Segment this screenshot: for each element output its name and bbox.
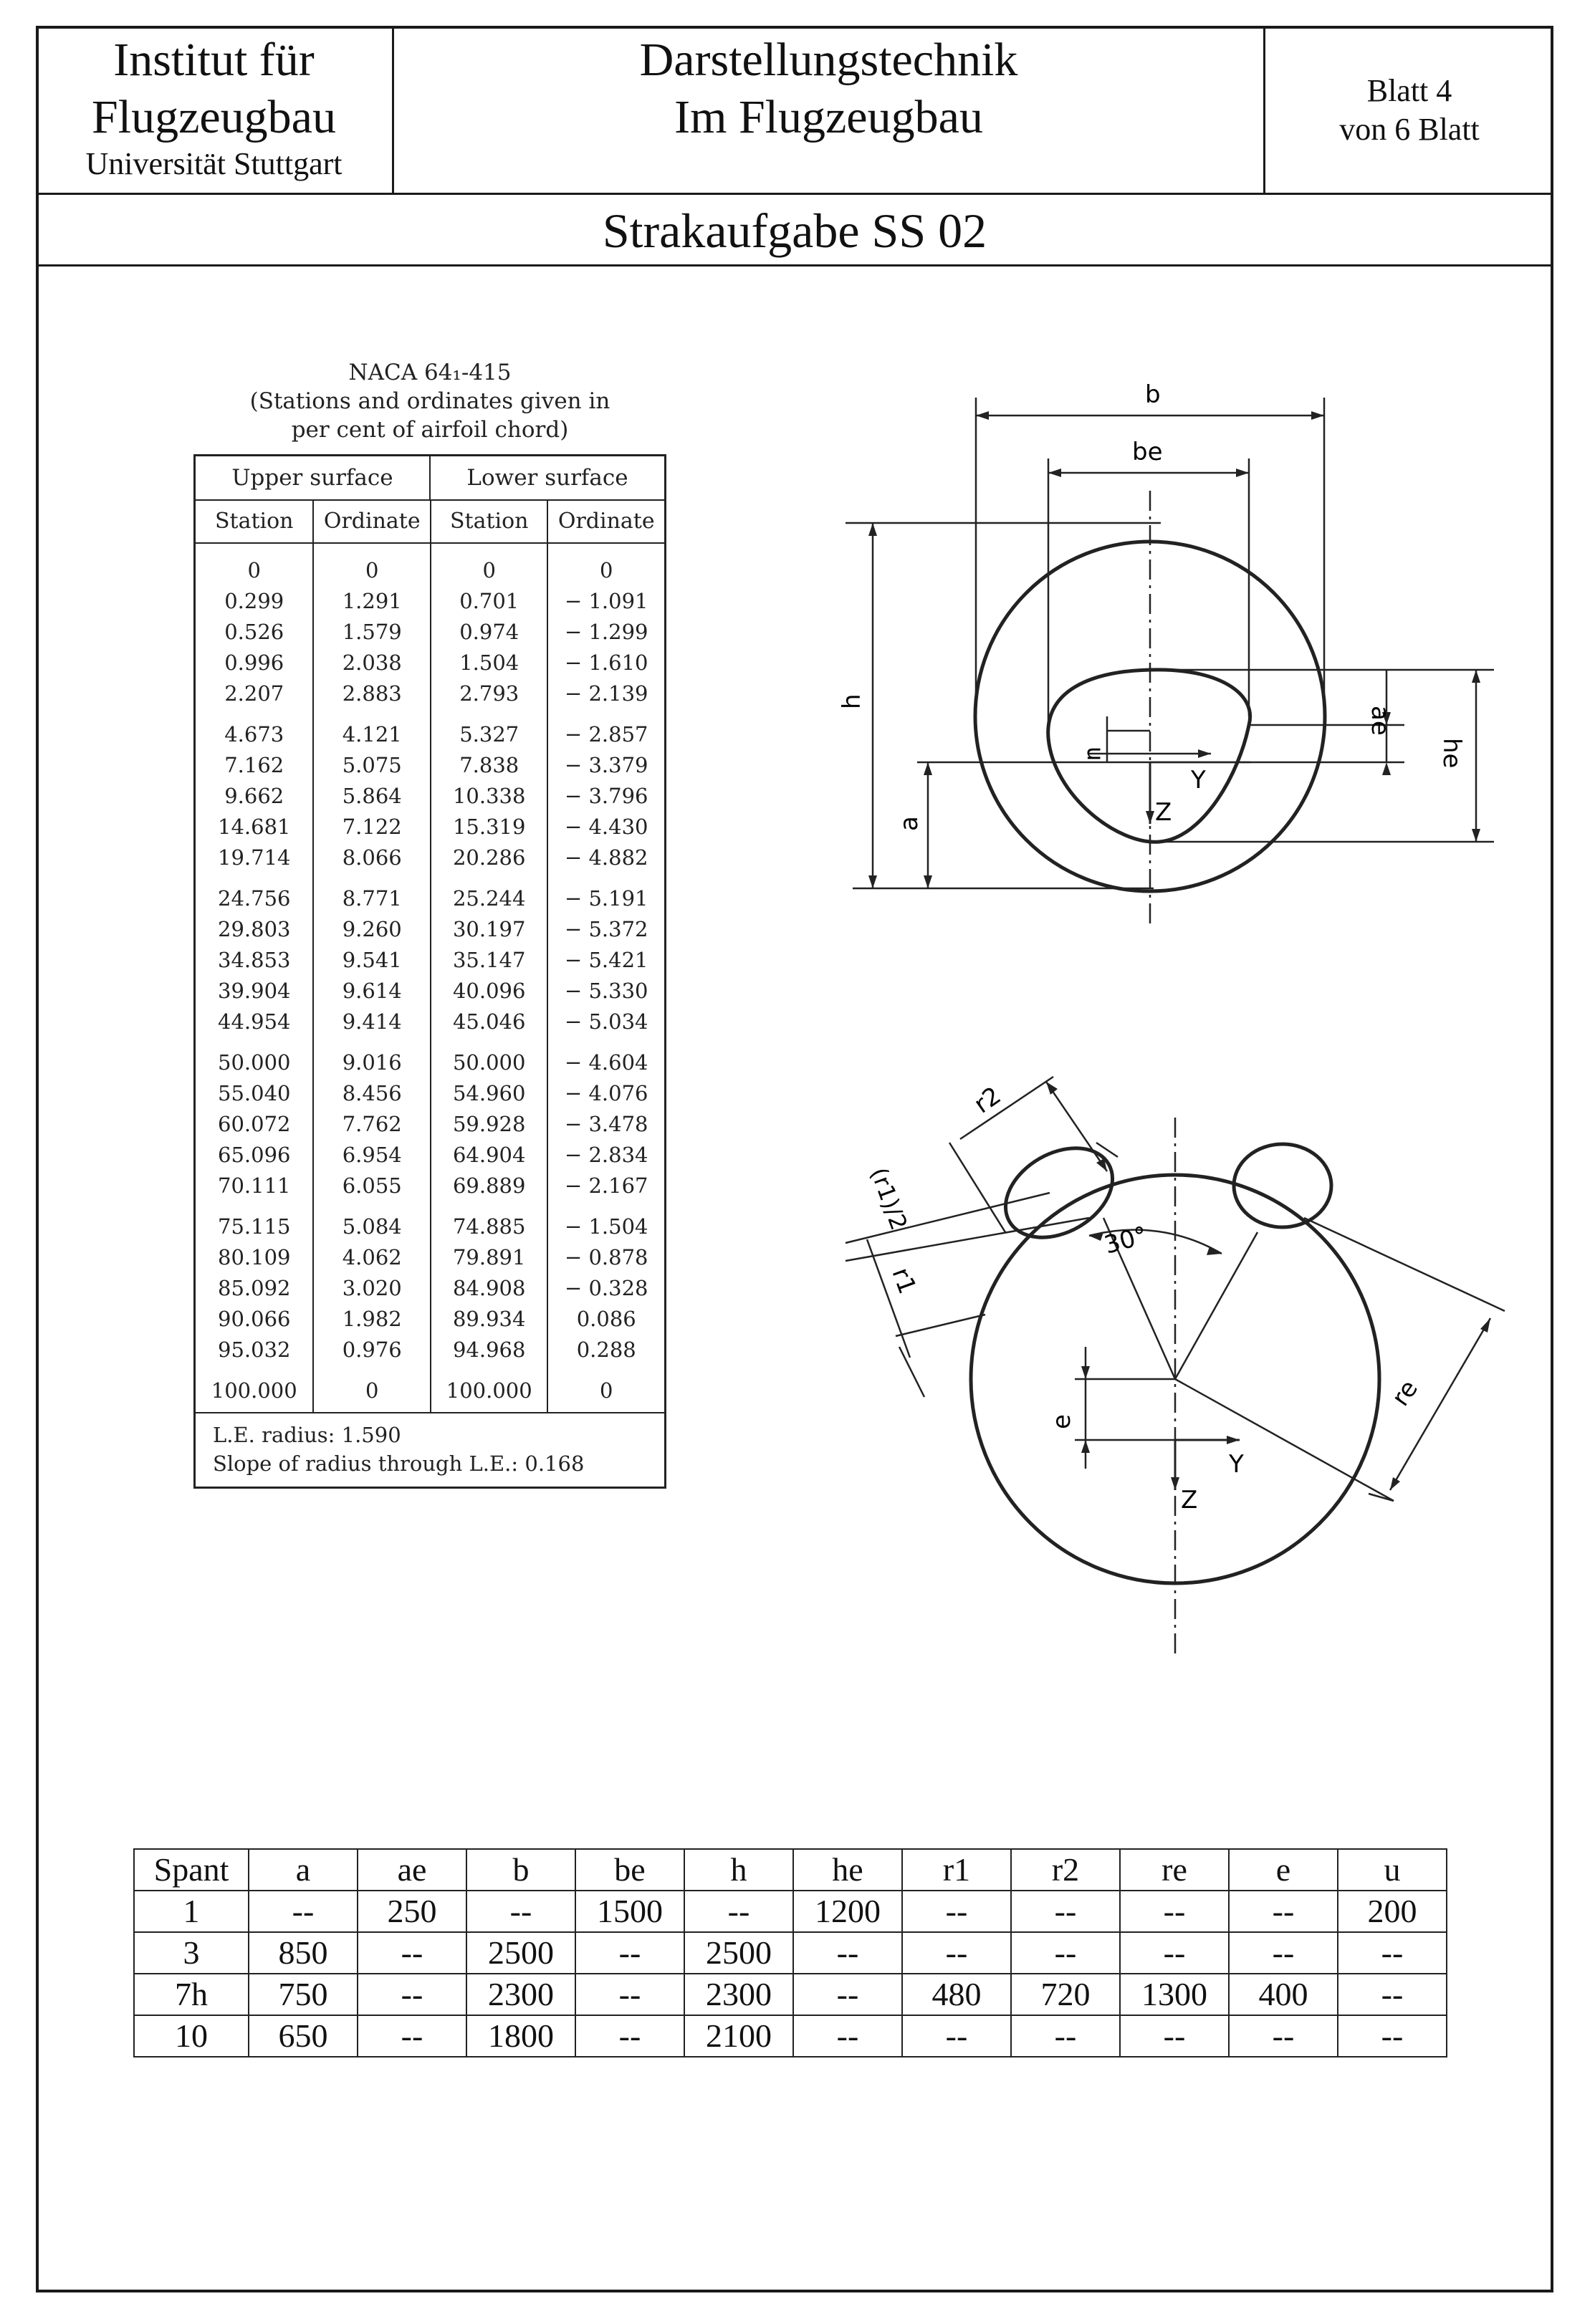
naca-value: 29.803	[218, 917, 291, 941]
table-cell: e	[1229, 1849, 1338, 1891]
naca-value: 5.864	[342, 784, 402, 808]
dim-r2-label: r2	[969, 1081, 1007, 1120]
naca-value: 55.040	[218, 1081, 291, 1105]
naca-value: − 3.379	[564, 753, 648, 777]
naca-value: 14.681	[218, 815, 291, 839]
naca-value: 69.889	[452, 1173, 526, 1198]
naca-value: 100.000	[446, 1378, 532, 1403]
naca-value: − 4.430	[564, 815, 648, 839]
table-cell: b	[466, 1849, 575, 1891]
naca-value: 44.954	[218, 1009, 291, 1034]
naca-value: 7.162	[224, 753, 284, 777]
naca-value: 0	[482, 558, 496, 582]
table-cell: 250	[358, 1891, 466, 1932]
table-cell: --	[1011, 1891, 1120, 1932]
dim-ae-label: ae	[1366, 706, 1394, 736]
naca-caption-line2: per cent of airfoil chord)	[291, 417, 569, 443]
naca-value: 30.197	[452, 917, 526, 941]
table-cell: --	[793, 2015, 902, 2057]
naca-value: 50.000	[452, 1050, 526, 1075]
table-cell: --	[902, 1932, 1011, 1974]
naca-value: 90.066	[218, 1307, 291, 1331]
naca-value: − 5.191	[564, 886, 648, 911]
table-cell: u	[1338, 1849, 1447, 1891]
table-cell: --	[1120, 2015, 1229, 2057]
naca-value: − 4.076	[564, 1081, 648, 1105]
table-row	[134, 2015, 1447, 2057]
naca-value: 2.883	[342, 681, 402, 706]
spant-table	[133, 1848, 1447, 2057]
axis-y-label-2: Y	[1229, 1450, 1244, 1479]
naca-value: − 2.834	[564, 1143, 648, 1167]
table-cell: 850	[249, 1932, 358, 1974]
naca-value: 24.756	[218, 886, 291, 911]
table-cell: 1800	[466, 2015, 575, 2057]
table-cell: 650	[249, 2015, 358, 2057]
naca-value: 100.000	[211, 1378, 297, 1403]
naca-value: − 5.421	[564, 948, 648, 972]
naca-value: 2.038	[342, 650, 402, 675]
dim-e-label: e	[1048, 1414, 1076, 1429]
naca-value: 1.579	[342, 620, 402, 644]
table-cell: 2500	[466, 1932, 575, 1974]
dim-be-label: be	[1132, 438, 1163, 466]
angle-label: 30°	[1101, 1221, 1151, 1260]
table-cell: 2100	[684, 2015, 793, 2057]
naca-value: 1.982	[342, 1307, 402, 1331]
naca-value: − 1.091	[564, 589, 648, 613]
naca-value: 64.904	[452, 1143, 526, 1167]
table-cell: h	[684, 1849, 793, 1891]
naca-value: 0.086	[576, 1307, 636, 1331]
naca-value: 1.291	[342, 589, 402, 613]
naca-value: 0.974	[459, 620, 519, 644]
axis-z-label-2: Z	[1181, 1486, 1198, 1514]
naca-value: − 4.882	[564, 845, 648, 870]
right-pod	[1234, 1144, 1331, 1227]
naca-value: 7.762	[342, 1112, 402, 1136]
naca-value: 5.075	[342, 753, 402, 777]
naca-value: 7.122	[342, 815, 402, 839]
dim-h-label: h	[838, 693, 866, 709]
table-cell: a	[249, 1849, 358, 1891]
table-cell: --	[358, 1932, 466, 1974]
naca-value: 0	[600, 558, 613, 582]
naca-value: 25.244	[452, 886, 526, 911]
table-cell: 720	[1011, 1974, 1120, 2015]
naca-value: − 5.034	[564, 1009, 648, 1034]
naca-value: 54.960	[452, 1081, 526, 1105]
naca-value: 10.338	[452, 784, 526, 808]
naca-value: 6.954	[342, 1143, 402, 1167]
table-cell: 2300	[684, 1974, 793, 2015]
naca-value: − 1.504	[564, 1214, 648, 1239]
naca-value: 40.096	[452, 979, 526, 1003]
naca-value: 2.793	[459, 681, 519, 706]
table-cell: --	[1338, 1974, 1447, 2015]
table-cell: r1	[902, 1849, 1011, 1891]
naca-value: 5.084	[342, 1214, 402, 1239]
table-cell: re	[1120, 1849, 1229, 1891]
table-cell: 2300	[466, 1974, 575, 2015]
naca-value: − 2.167	[564, 1173, 648, 1198]
naca-value: 6.055	[342, 1173, 402, 1198]
naca-value: − 5.330	[564, 979, 648, 1003]
naca-value: − 3.478	[564, 1112, 648, 1136]
table-cell: 1500	[575, 1891, 684, 1932]
naca-value: 3.020	[342, 1276, 402, 1300]
table-cell: 750	[249, 1974, 358, 2015]
dim-a-label: a	[895, 816, 924, 831]
naca-value: 4.121	[342, 722, 402, 746]
naca-value: − 0.328	[564, 1276, 648, 1300]
table-cell: --	[1229, 1891, 1338, 1932]
table-header-row	[134, 1849, 1447, 1891]
naca-value: 20.286	[452, 845, 526, 870]
dim-re-label: re	[1386, 1375, 1424, 1412]
naca-value: 84.908	[452, 1276, 526, 1300]
naca-name: NACA 64₁-415	[348, 360, 512, 385]
table-row	[134, 1891, 1447, 1932]
table-cell: 7h	[134, 1974, 249, 2015]
naca-value: 9.414	[342, 1009, 402, 1034]
naca-value: 2.207	[224, 681, 284, 706]
table-cell: 1	[134, 1891, 249, 1932]
table-cell: --	[1120, 1891, 1229, 1932]
naca-value: 70.111	[218, 1173, 291, 1198]
table-cell: --	[575, 2015, 684, 2057]
slope-note: Slope of radius through L.E.: 0.168	[213, 1451, 585, 1476]
table-cell: --	[358, 2015, 466, 2057]
naca-value: 8.771	[342, 886, 402, 911]
table-cell: 480	[902, 1974, 1011, 2015]
naca-value: − 1.299	[564, 620, 648, 644]
naca-value: 7.838	[459, 753, 519, 777]
table-cell: --	[249, 1891, 358, 1932]
axis-z-label: Z	[1155, 798, 1172, 827]
naca-value: 50.000	[218, 1050, 291, 1075]
naca-value: 0.976	[342, 1338, 402, 1362]
sheet-number: Blatt 4	[1366, 73, 1452, 108]
naca-value: 59.928	[452, 1112, 526, 1136]
table-cell: --	[575, 1974, 684, 2015]
naca-value: − 2.857	[564, 722, 648, 746]
naca-value: 0.526	[224, 620, 284, 644]
naca-value: 0.299	[224, 589, 284, 613]
table-cell: --	[1011, 1932, 1120, 1974]
table-cell: r2	[1011, 1849, 1120, 1891]
table-cell: 400	[1229, 1974, 1338, 2015]
naca-value: 4.673	[224, 722, 284, 746]
table-cell: 1200	[793, 1891, 902, 1932]
naca-value: 85.092	[218, 1276, 291, 1300]
institute-line2: Flugzeugbau	[92, 91, 336, 143]
naca-value: 45.046	[452, 1009, 526, 1034]
dim-r1-half-label: (r1)/2	[865, 1163, 913, 1234]
university-name: Universität Stuttgart	[85, 146, 343, 181]
col-header-ordinate: Ordinate	[547, 501, 664, 544]
naca-value: − 3.796	[564, 784, 648, 808]
naca-value: 94.968	[452, 1338, 526, 1362]
naca-value: − 5.372	[564, 917, 648, 941]
naca-value: 0.701	[459, 589, 519, 613]
naca-value: 0	[247, 558, 261, 582]
naca-value: − 4.604	[564, 1050, 648, 1075]
table-row	[134, 1932, 1447, 1974]
naca-value: 34.853	[218, 948, 291, 972]
table-cell: --	[902, 1891, 1011, 1932]
table-cell: --	[1229, 2015, 1338, 2057]
naca-value: 9.541	[342, 948, 402, 972]
naca-value: 35.147	[452, 948, 526, 972]
table-cell: he	[793, 1849, 902, 1891]
naca-value: 89.934	[452, 1307, 526, 1331]
table-cell: --	[793, 1974, 902, 2015]
table-cell: --	[1120, 1932, 1229, 1974]
naca-value: 75.115	[218, 1214, 291, 1239]
dim-u-label: u	[1082, 746, 1109, 762]
le-radius: L.E. radius: 1.590	[213, 1423, 401, 1447]
course-line1: Darstellungstechnik	[639, 34, 1018, 86]
table-cell: --	[1338, 2015, 1447, 2057]
table-row	[134, 1974, 1447, 2015]
naca-value: − 1.610	[564, 650, 648, 675]
table-cell: 1300	[1120, 1974, 1229, 2015]
col-header-ordinate: Ordinate	[312, 501, 430, 544]
lower-surface-header: Lower surface	[429, 456, 664, 501]
course-line2: Im Flugzeugbau	[674, 91, 983, 143]
institute-line1: Institut für	[113, 34, 315, 86]
table-cell: --	[1229, 1932, 1338, 1974]
naca-value: 79.891	[452, 1245, 526, 1269]
table-cell: --	[358, 1974, 466, 2015]
naca-value: 0.288	[576, 1338, 636, 1362]
naca-value: 0.996	[224, 650, 284, 675]
naca-value: 65.096	[218, 1143, 291, 1167]
dim-he-label: he	[1437, 738, 1466, 769]
table-cell: Spant	[134, 1849, 249, 1891]
dim-b-label: b	[1145, 380, 1161, 409]
naca-value: 19.714	[218, 845, 291, 870]
naca-value: 9.662	[224, 784, 284, 808]
table-cell: be	[575, 1849, 684, 1891]
dim-r1-label: r1	[886, 1264, 922, 1298]
naca-value: 5.327	[459, 722, 519, 746]
naca-value: − 2.139	[564, 681, 648, 706]
page-title: Strakaufgabe SS 02	[36, 195, 1553, 267]
naca-value: 74.885	[452, 1214, 526, 1239]
naca-value: 9.016	[342, 1050, 402, 1075]
naca-value: 9.260	[342, 917, 402, 941]
axis-y-label: Y	[1191, 766, 1206, 794]
naca-value: 0	[365, 1378, 379, 1403]
table-cell: --	[466, 1891, 575, 1932]
table-cell: 10	[134, 2015, 249, 2057]
table-cell: 3	[134, 1932, 249, 1974]
naca-value: 39.904	[218, 979, 291, 1003]
naca-value: 4.062	[342, 1245, 402, 1269]
table-cell: ae	[358, 1849, 466, 1891]
col-header-station: Station	[430, 501, 547, 544]
naca-value: 15.319	[452, 815, 526, 839]
naca-value: 0	[600, 1378, 613, 1403]
naca-value: 8.066	[342, 845, 402, 870]
table-cell: --	[575, 1932, 684, 1974]
naca-value: 8.456	[342, 1081, 402, 1105]
sheet-total: von 6 Blatt	[1339, 112, 1480, 147]
upper-surface-header: Upper surface	[196, 456, 429, 501]
naca-value: − 0.878	[564, 1245, 648, 1269]
naca-value: 9.614	[342, 979, 402, 1003]
table-cell: 200	[1338, 1891, 1447, 1932]
col-header-station: Station	[196, 501, 312, 544]
table-cell: --	[793, 1932, 902, 1974]
table-cell: 2500	[684, 1932, 793, 1974]
naca-value: 95.032	[218, 1338, 291, 1362]
table-cell: --	[1338, 1932, 1447, 1974]
naca-value: 60.072	[218, 1112, 291, 1136]
table-cell: --	[902, 2015, 1011, 2057]
table-cell: --	[684, 1891, 793, 1932]
naca-value: 1.504	[459, 650, 519, 675]
table-cell: --	[1011, 2015, 1120, 2057]
naca-caption-line1: (Stations and ordinates given in	[249, 388, 610, 414]
naca-value: 0	[365, 558, 379, 582]
naca-value: 80.109	[218, 1245, 291, 1269]
